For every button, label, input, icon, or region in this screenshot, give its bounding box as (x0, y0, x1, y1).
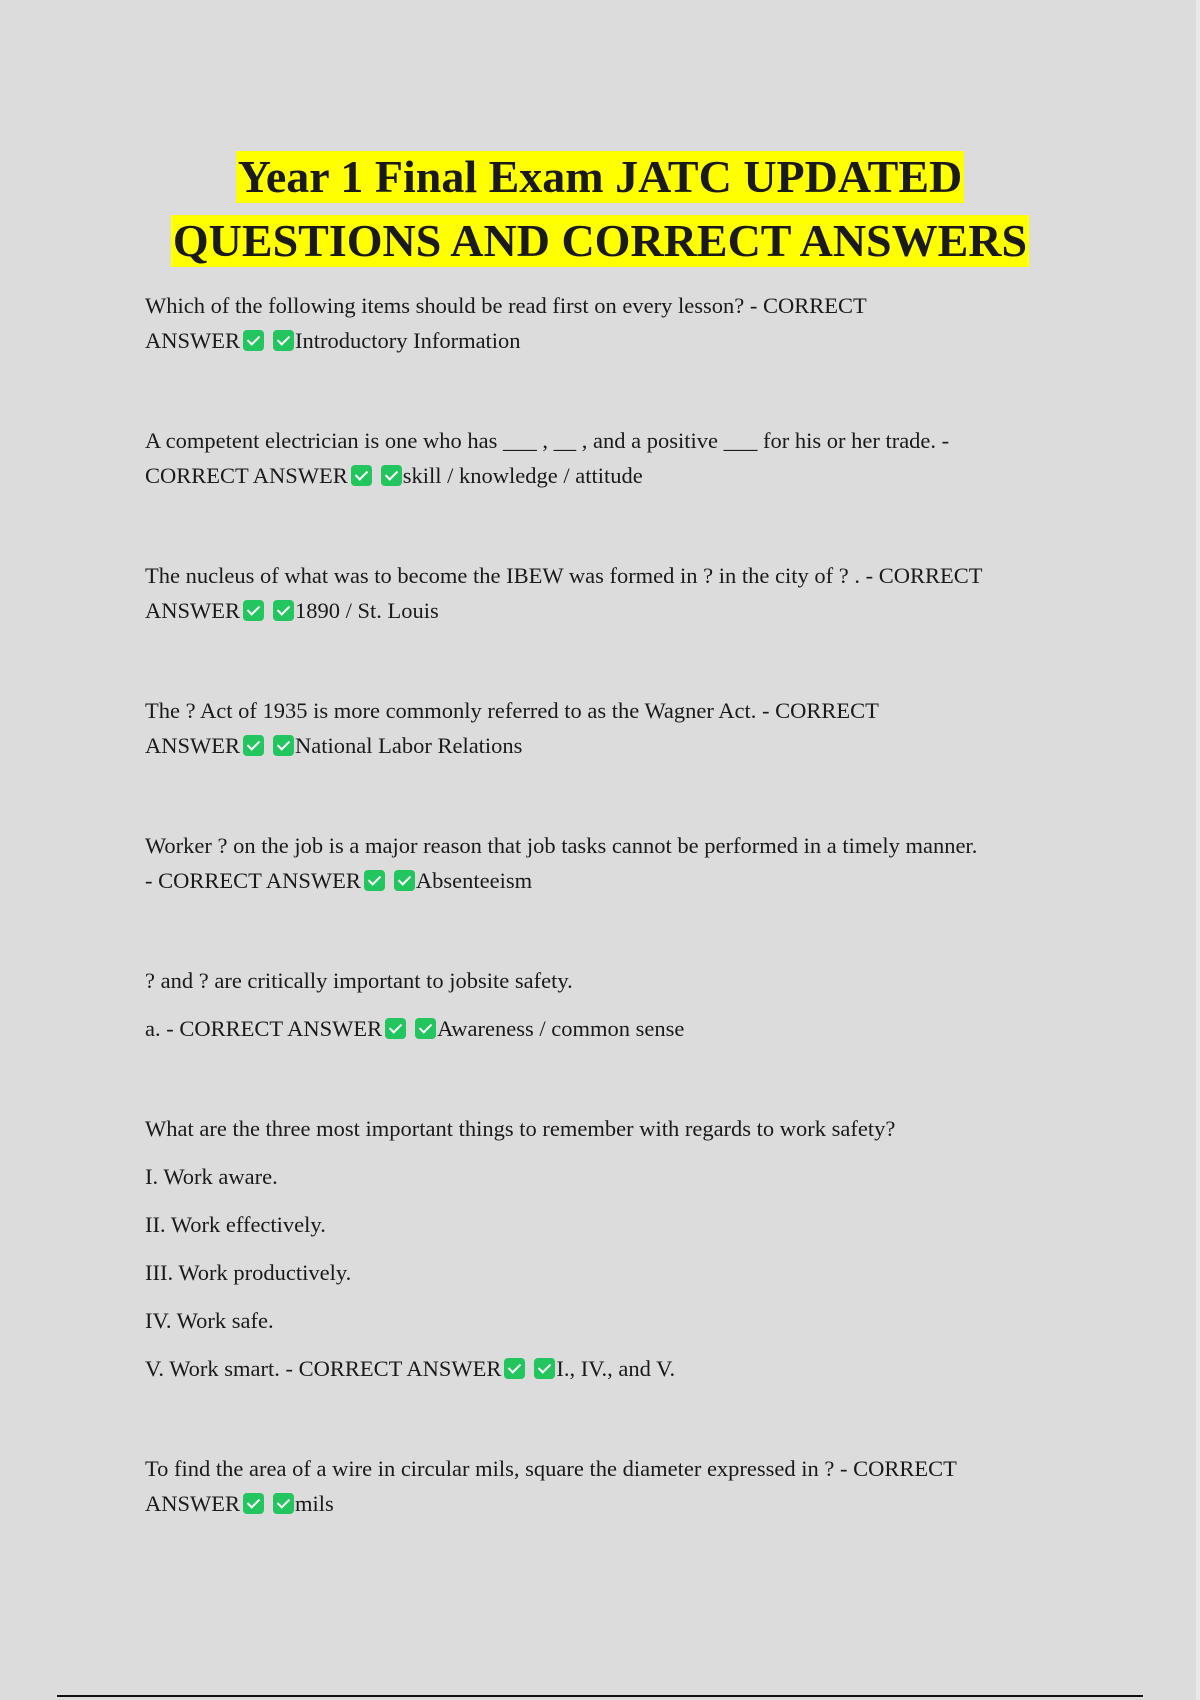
page-edge (1196, 0, 1200, 1700)
answer-line (145, 323, 1065, 358)
check-icon (273, 1493, 294, 1514)
list-item: II. Work effectively. (145, 1212, 326, 1237)
answer-line (145, 728, 1065, 763)
answer-line (145, 863, 1065, 898)
qa-item-4 (145, 693, 1065, 763)
check-icon (381, 465, 402, 486)
check-icon (364, 870, 385, 891)
answer-prefix: ANSWER (145, 733, 240, 758)
check-icon (504, 1358, 525, 1379)
question-text: To find the area of a wire in circular mils, square the diameter expressed in ? - CORRECT (145, 1456, 957, 1481)
answer-prefix: V. Work smart. - CORRECT ANSWER (145, 1356, 502, 1381)
question-text: The ? Act of 1935 is more commonly referred to as the Wagner Act. - CORRECT (145, 698, 879, 723)
list-item: IV. Work safe. (145, 1308, 274, 1333)
answer-text: Awareness / common sense (437, 1016, 685, 1041)
answer-prefix: - CORRECT ANSWER (145, 868, 361, 893)
check-icon (243, 600, 264, 621)
question-text: The nucleus of what was to become the IBEW was formed in ? in the city of ? . - CORRECT (145, 563, 983, 588)
answer-prefix: ANSWER (145, 598, 240, 623)
question-text: Which of the following items should be read first on every lesson? - CORRECT (145, 293, 867, 318)
qa-item-8 (145, 1451, 1065, 1521)
answer-prefix: a. - CORRECT ANSWER (145, 1016, 383, 1041)
answer-line (145, 1011, 1065, 1046)
title-line-1: Year 1 Final Exam JATC UPDATED (237, 151, 963, 202)
answer-line (145, 593, 1065, 628)
answer-text: Absenteeism (415, 868, 533, 893)
qa-item-5 (145, 828, 1065, 898)
title-line-2: QUESTIONS AND CORRECT ANSWERS (172, 215, 1028, 266)
list-item: I. Work aware. (145, 1164, 278, 1189)
answer-prefix: ANSWER (145, 328, 240, 353)
question-text: ? and ? are critically important to jobsite safety. (145, 968, 573, 993)
check-icon (415, 1018, 436, 1039)
answer-text: 1890 / St. Louis (295, 598, 439, 623)
check-icon (394, 870, 415, 891)
footer-rule (57, 1695, 1143, 1697)
question-text: A competent electrician is one who has ___ , __ , and a positive ___ for his or her trade. - (145, 428, 950, 453)
list-item: III. Work productively. (145, 1260, 352, 1285)
qa-item-6 (145, 963, 1065, 1046)
document-title (0, 145, 1200, 273)
check-icon (273, 735, 294, 756)
answer-line (145, 1351, 1065, 1386)
check-icon (273, 330, 294, 351)
qa-item-7 (145, 1111, 1065, 1386)
qa-list (145, 288, 1065, 1586)
answer-text: skill / knowledge / attitude (402, 463, 643, 488)
question-text: Worker ? on the job is a major reason that job tasks cannot be performed in a timely manner. (145, 833, 978, 858)
qa-item-2 (145, 423, 1065, 493)
answer-prefix: ANSWER (145, 1491, 240, 1516)
qa-item-1 (145, 288, 1065, 358)
answer-line (145, 1486, 1065, 1521)
answer-text: Introductory Information (295, 328, 521, 353)
check-icon (243, 735, 264, 756)
answer-text: I., IV., and V. (556, 1356, 676, 1381)
check-icon (534, 1358, 555, 1379)
check-icon (351, 465, 372, 486)
check-icon (243, 330, 264, 351)
check-icon (243, 1493, 264, 1514)
qa-item-3 (145, 558, 1065, 628)
question-text: What are the three most important things to remember with regards to work safety? (145, 1116, 896, 1141)
answer-line (145, 458, 1065, 493)
answer-text: mils (295, 1491, 334, 1516)
check-icon (273, 600, 294, 621)
check-icon (385, 1018, 406, 1039)
answer-text: National Labor Relations (295, 733, 523, 758)
answer-prefix: CORRECT ANSWER (145, 463, 348, 488)
